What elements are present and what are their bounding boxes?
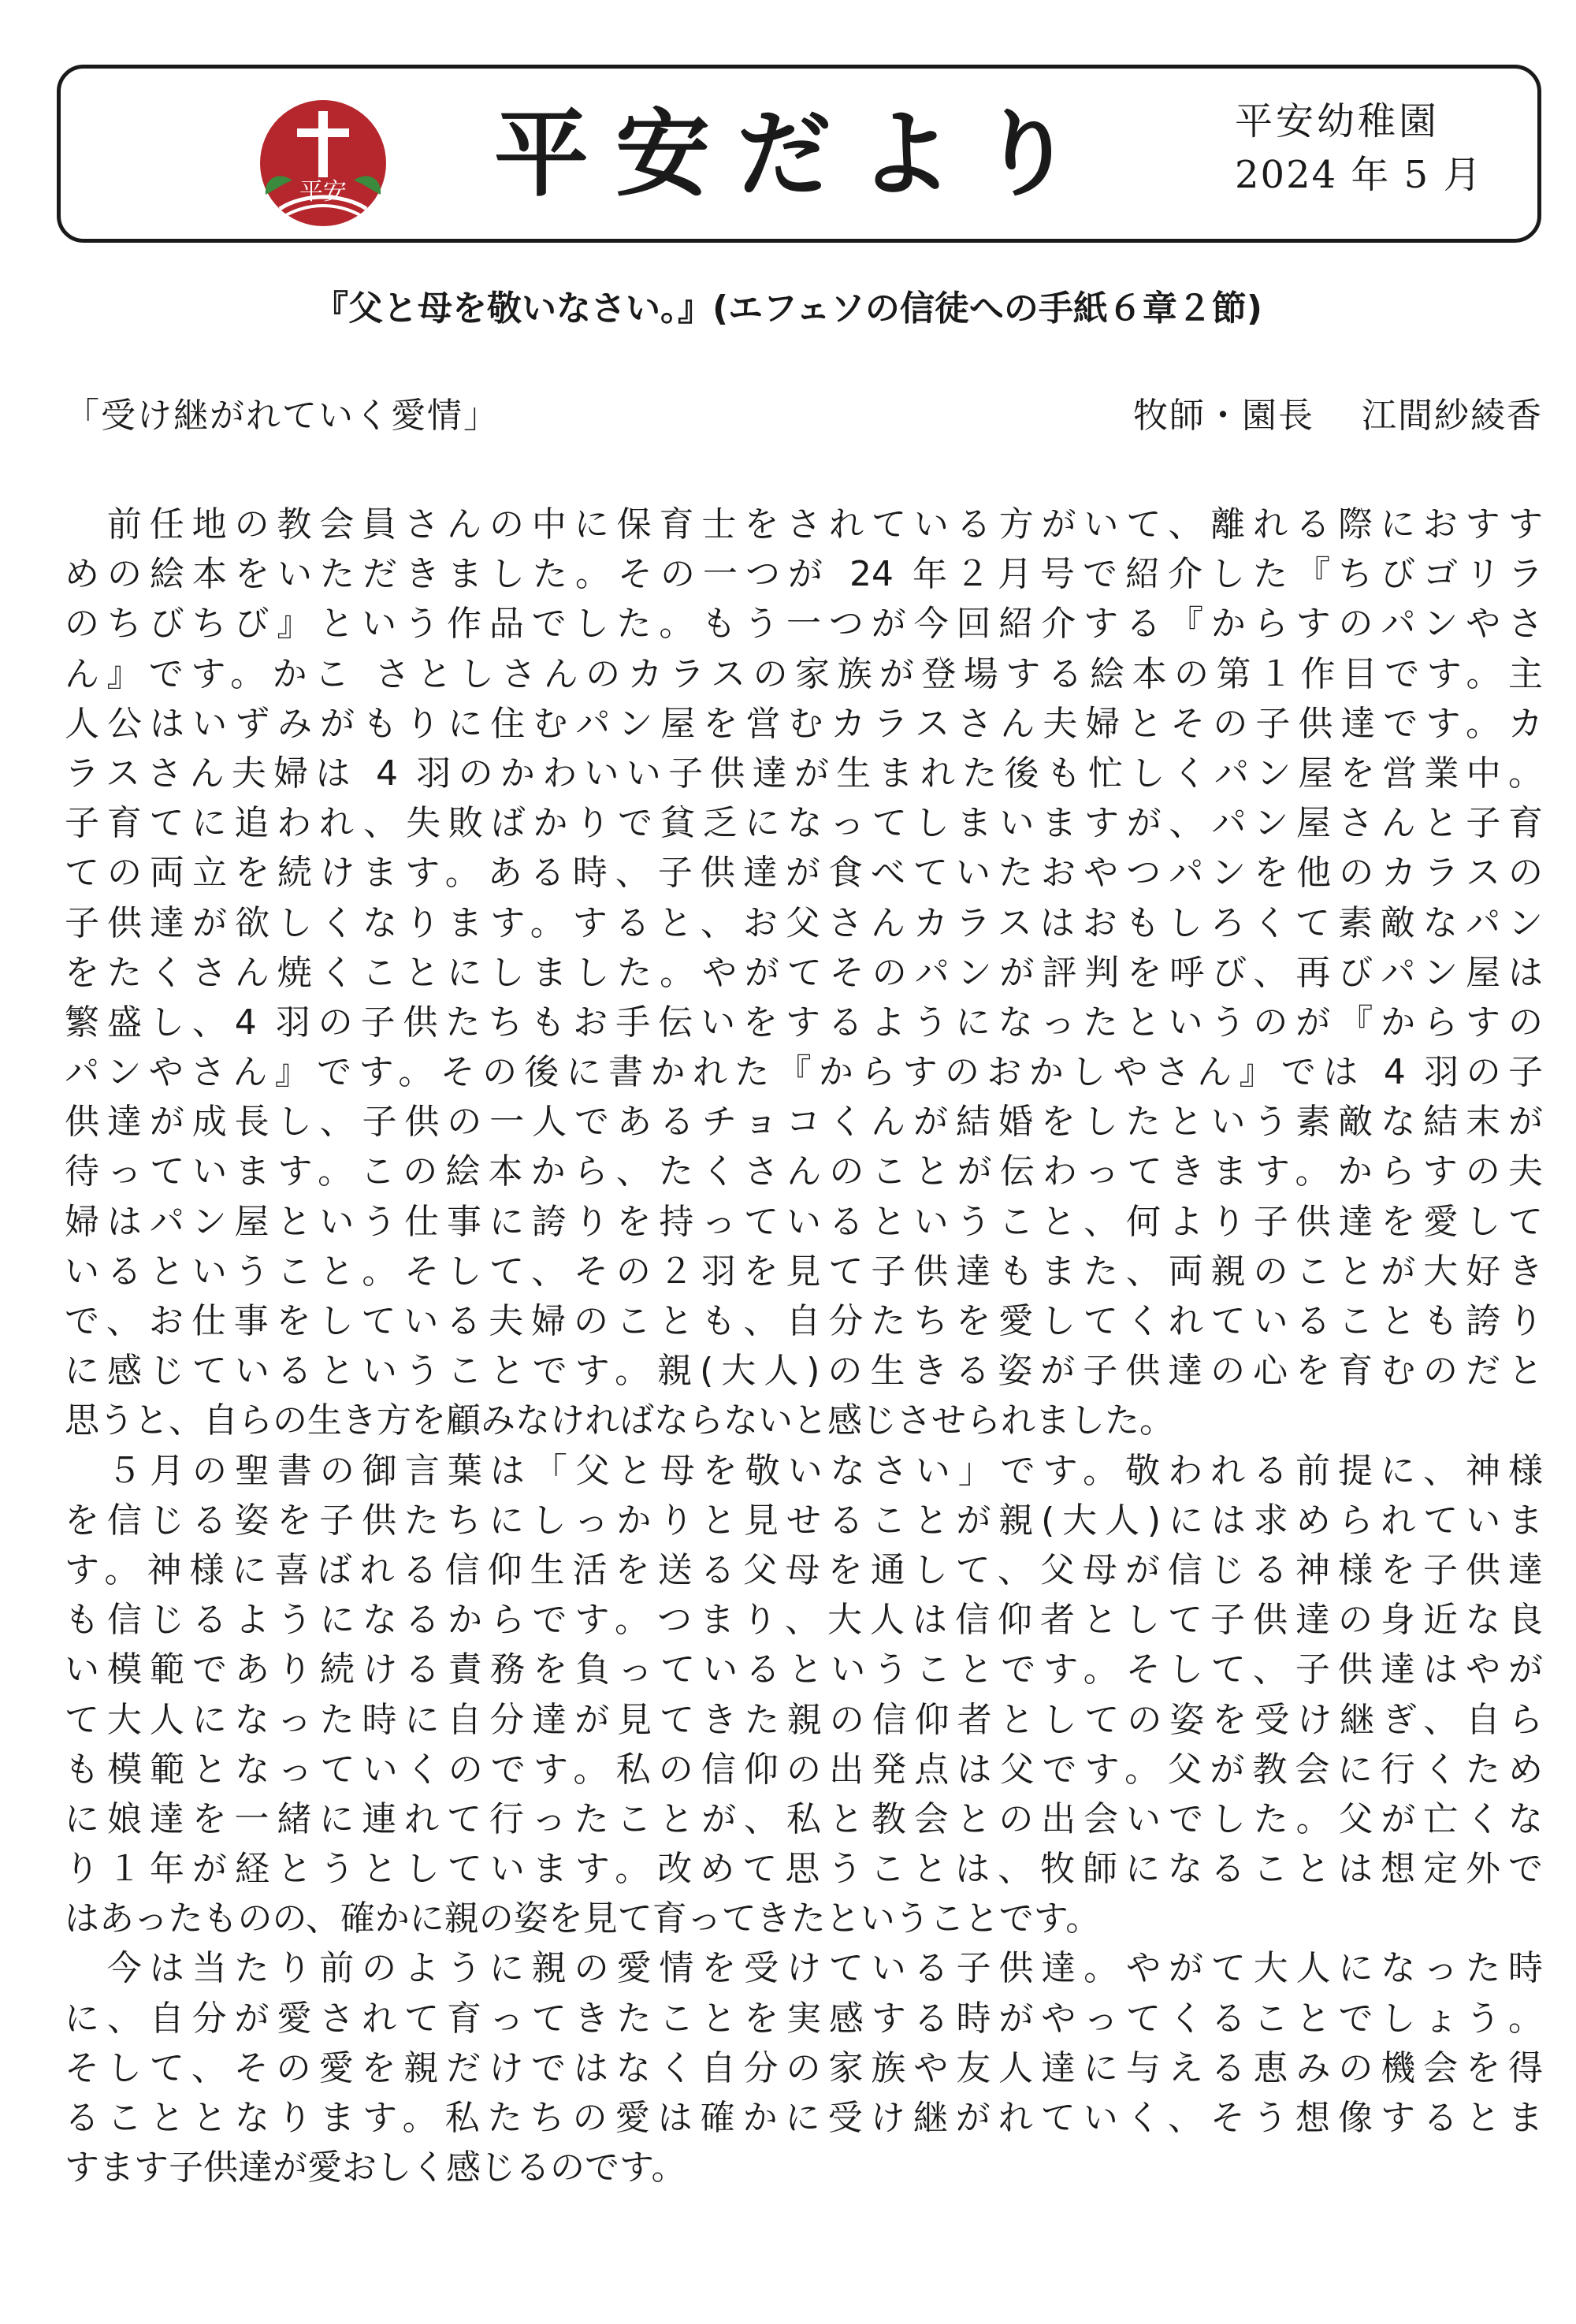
- body-line: 婦はパン屋という仕事に誇りを持っているということ、何より子供達を愛して: [65, 1201, 1543, 1242]
- body-line: 前任地の教会員さんの中に保育士をされている方がいて、離れる際におすす: [65, 504, 1543, 545]
- body-line: で、お仕事をしている夫婦のことも、自分たちを愛してくれていることも誇り: [65, 1301, 1543, 1341]
- author-name: 江間紗綾香: [1362, 396, 1543, 436]
- body-line: り１年が経とうとしています。改めて思うことは、牧師になることは想定外で: [65, 1849, 1543, 1890]
- body-line: に娘達を一緒に連れて行ったことが、私と教会との出会いでした。父が亡くな: [65, 1798, 1543, 1839]
- body-line: に、自分が愛されて育ってきたことを実感する時がやってくることでしょう。: [65, 1998, 1543, 2039]
- body-line: のちびちび』という作品でした。もう一つが今回紹介する『からすのパンやさ: [65, 604, 1543, 645]
- body-line: に感じているということです。親(大人)の生きる姿が子供達の心を育むのだと: [65, 1351, 1543, 1392]
- body-line: ることとなります。私たちの愛は確かに受け継がれていく、そう想像するとま: [65, 2098, 1543, 2138]
- body-line: す。神様に喜ばれる信仰生活を送る父母を通して、父母が信じる神様を子供達: [65, 1549, 1543, 1590]
- body-line: を信じる姿を子供たちにしっかりと見せることが親(大人)には求められていま: [65, 1500, 1543, 1541]
- body-line: て大人になった時に自分達が見てきた親の信仰者としての姿を受け継ぎ、自ら: [65, 1699, 1543, 1740]
- body-line: パンやさん』です。その後に書かれた『からすのおかしやさん』では 4 羽の子: [65, 1052, 1543, 1093]
- body-line: い模範であり続ける責務を負っているということです。そして、子供達はやが: [65, 1649, 1543, 1690]
- newsletter-title: 平安だより: [494, 100, 1101, 210]
- body-line: 子供達が欲しくなります。すると、お父さんカラスはおもしろくて素敵なパン: [65, 902, 1543, 943]
- body-line: 今は当たり前のように親の愛情を受けている子供達。やがて大人になった時: [65, 1948, 1543, 1989]
- body-line: をたくさん焼くことにしました。やがてそのパンが評判を呼び、再びパン屋は: [65, 952, 1543, 993]
- body-line: ５月の聖書の御言葉は「父と母を敬いなさい」です。敬われる前提に、神様: [65, 1450, 1543, 1491]
- cross-emblem-icon: [248, 99, 398, 232]
- bible-verse: 『父と母を敬いなさい。』(エフェソの信徒への手紙６章２節): [313, 288, 1263, 329]
- body-line: いるということ。そして、その２羽を見て子供達もまた、両親のことが大好き: [65, 1251, 1543, 1292]
- body-line: ての両立を続けます。ある時、子供達が食べていたおやつパンを他のカラスの: [65, 853, 1543, 894]
- body-line: 供達が成長し、子供の一人であるチョコくんが結婚をしたという素敵な結末が: [65, 1102, 1543, 1143]
- body-line: そして、その愛を親だけではなく自分の家族や友人達に与える恵みの機会を得: [65, 2047, 1543, 2088]
- body-line: 思うと、自らの生き方を顧みなければならないと感じさせられました。: [65, 1400, 1174, 1441]
- body-line: も模範となっていくのです。私の信仰の出発点は父です。父が教会に行くため: [65, 1749, 1543, 1790]
- body-line: 待っています。この絵本から、たくさんのことが伝わってきます。からすの夫: [65, 1151, 1543, 1192]
- body-line: 子育てに追われ、失敗ばかりで貧乏になってしまいますが、パン屋さんと子育: [65, 803, 1543, 844]
- body-line: ラスさん夫婦は 4 羽のかわいい子供達が生まれた後も忙しくパン屋を営業中。: [65, 753, 1543, 794]
- article-title: 「受け継がれていく愛情」: [65, 396, 500, 436]
- body-line: 人公はいずみがもりに住むパン屋を営むカラスさん夫婦とその子供達です。カ: [65, 703, 1543, 744]
- body-line: 繁盛し、4 羽の子供たちもお手伝いをするようになったというのが『からすの: [65, 1002, 1543, 1043]
- author-role: 牧師・園長: [1133, 396, 1314, 436]
- logo-text: 平安: [299, 178, 347, 206]
- issue-date: 2024 年 5 月: [1235, 153, 1483, 197]
- masthead: [57, 65, 1541, 243]
- publisher-name: 平安幼稚園: [1235, 99, 1440, 143]
- body-line: めの絵本をいただきました。その一つが 24 年２月号で紹介した『ちびゴリラ: [65, 554, 1543, 595]
- author-line: [1133, 392, 1543, 440]
- body-line: すます子供達が愛おしく感じるのです。: [65, 2147, 686, 2188]
- body-line: ん』です。かこ さとしさんのカラスの家族が登場する絵本の第１作目です。主: [65, 653, 1543, 694]
- body-line: はあったものの、確かに親の姿を見て育ってきたということです。: [65, 1898, 1101, 1939]
- body-line: も信じるようになるからです。つまり、大人は信仰者として子供達の身近な良: [65, 1600, 1543, 1641]
- article-body: [65, 500, 1543, 2192]
